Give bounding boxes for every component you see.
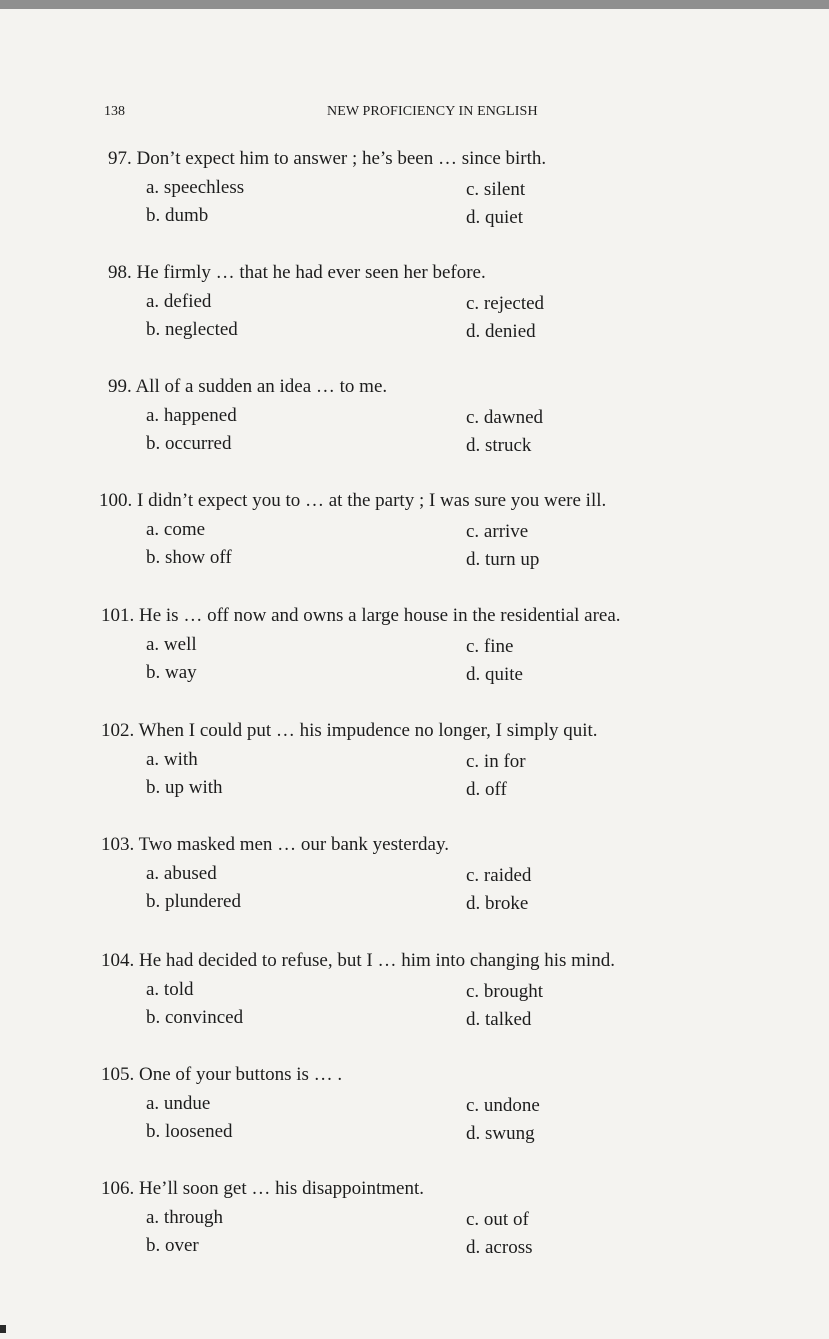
question-101 [0,605,829,715]
question-102 [0,720,829,830]
question-stem [101,605,621,627]
option-c: c. arrive [466,521,529,542]
question-text: One of your buttons is … . [139,1064,343,1085]
question-number: 102. [101,720,135,741]
question-99 [0,376,829,486]
option-b: b. way [146,662,197,683]
option-c: c. out of [466,1209,529,1230]
question-number: 100. [99,490,133,511]
option-d: d. off [466,779,507,800]
option-c: c. raided [466,865,532,886]
question-stem [99,490,606,512]
question-stem [101,834,449,856]
question-number: 105. [101,1064,135,1085]
question-97 [0,148,829,258]
option-b: b. dumb [146,205,209,226]
question-stem [108,262,486,284]
option-d: d. across [466,1237,533,1258]
question-text: He had decided to refuse, but I … him into changing his mind. [139,950,615,971]
scan-top-edge [0,0,829,9]
question-text: I didn’t expect you to … at the party ; I was sure you were ill. [137,490,607,511]
question-stem [108,148,546,170]
option-d: d. quiet [466,207,523,228]
question-106 [0,1178,829,1288]
question-98 [0,262,829,372]
option-b: b. neglected [146,319,238,340]
option-b: b. show off [146,547,232,568]
option-d: d. quite [466,664,523,685]
option-c: c. fine [466,636,514,657]
option-a: a. abused [146,863,217,884]
option-b: b. plundered [146,891,241,912]
option-c: c. rejected [466,293,545,314]
option-a: a. come [146,519,206,540]
question-text: He is … off now and owns a large house in the residential area. [139,605,621,626]
question-text: He’ll soon get … his disappointment. [139,1178,424,1199]
question-text: Two masked men … our bank yesterday. [138,834,449,855]
scan-corner-mark [0,1325,6,1333]
option-a: a. defied [146,291,212,312]
question-number: 98. [108,262,132,283]
question-105 [0,1064,829,1174]
option-b: b. over [146,1235,199,1256]
option-d: d. talked [466,1009,532,1030]
option-d: d. turn up [466,549,540,570]
question-stem [101,1064,342,1086]
option-c: c. dawned [466,407,544,428]
option-a: a. undue [146,1093,211,1114]
option-a: a. through [146,1207,224,1228]
option-a: a. well [146,634,197,655]
question-number: 97. [108,148,132,169]
option-a: a. speechless [146,177,245,198]
question-103 [0,834,829,944]
option-b: b. up with [146,777,223,798]
question-number: 106. [101,1178,135,1199]
option-a: a. with [146,749,198,770]
question-number: 104. [101,950,135,971]
option-d: d. denied [466,321,536,342]
question-number: 101. [101,605,135,626]
question-104 [0,950,829,1060]
option-d: d. struck [466,435,532,456]
option-c: c. undone [466,1095,540,1116]
question-stem [101,720,598,742]
question-stem [101,1178,424,1200]
option-a: a. happened [146,405,237,426]
question-text: Don’t expect him to answer ; he’s been … since birth. [136,148,547,169]
question-text: All of a sudden an idea … to me. [135,376,388,397]
option-d: d. broke [466,893,529,914]
question-100 [0,490,829,600]
option-b: b. convinced [146,1007,244,1028]
question-text: When I could put … his impudence no longer, I simply quit. [138,720,598,741]
question-stem [101,950,615,972]
question-number: 103. [101,834,135,855]
option-b: b. loosened [146,1121,233,1142]
option-c: c. brought [466,981,544,1002]
option-a: a. told [146,979,194,1000]
question-stem [108,376,387,398]
option-c: c. in for [466,751,526,772]
option-b: b. occurred [146,433,232,454]
page-number: 138 [104,104,125,119]
running-title: NEW PROFICIENCY IN ENGLISH [327,104,538,119]
option-d: d. swung [466,1123,535,1144]
question-text: He firmly … that he had ever seen her before. [136,262,486,283]
option-c: c. silent [466,179,526,200]
question-number: 99. [108,376,132,397]
